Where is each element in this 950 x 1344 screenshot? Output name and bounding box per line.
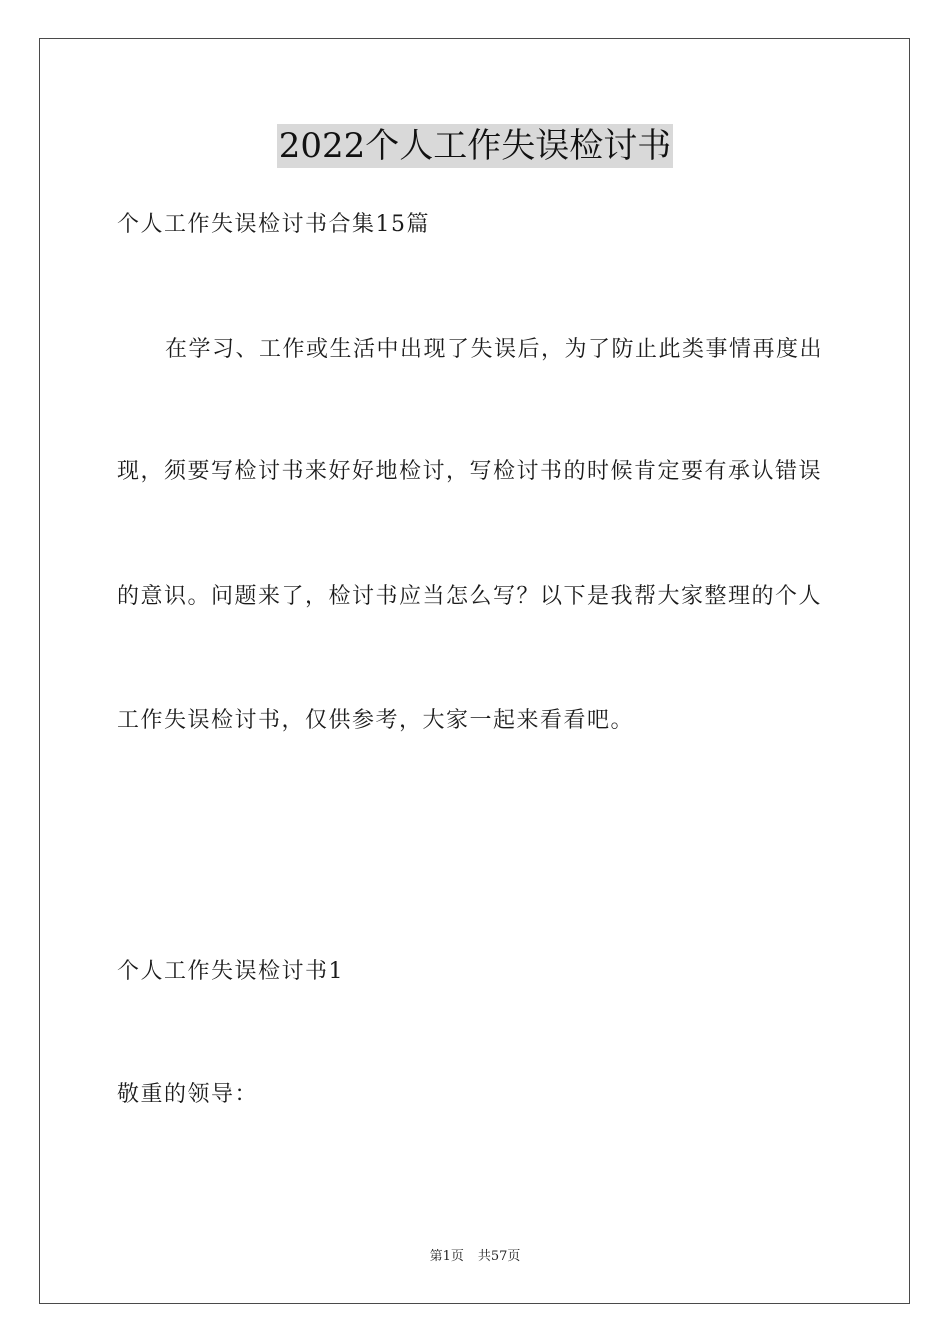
document-title: 2022个人工作失误检讨书 [278, 126, 672, 166]
document-subtitle: 个人工作失误检讨书合集15篇 [117, 212, 430, 237]
section-heading: 个人工作失误检讨书1 [117, 959, 344, 984]
page-number: 第1页 [429, 1249, 464, 1264]
page-total: 共57页 [477, 1249, 521, 1264]
paragraph-line-1: 在学习、工作或生活中出现了失误后，为了防止此类事情再度出 [165, 337, 824, 362]
greeting: 敬重的领导： [117, 1082, 259, 1107]
paragraph-line-3: 的意识。问题来了，检讨书应当怎么写？以下是我帮大家整理的个人 [117, 584, 823, 609]
title-container [0, 124, 950, 168]
paragraph-line-4: 工作失误检讨书，仅供参考，大家一起来看看吧。 [117, 708, 635, 733]
paragraph-line-2: 现，须要写检讨书来好好地检讨，写检讨书的时候肯定要有承认错误 [117, 459, 823, 484]
page-footer [0, 1248, 950, 1266]
